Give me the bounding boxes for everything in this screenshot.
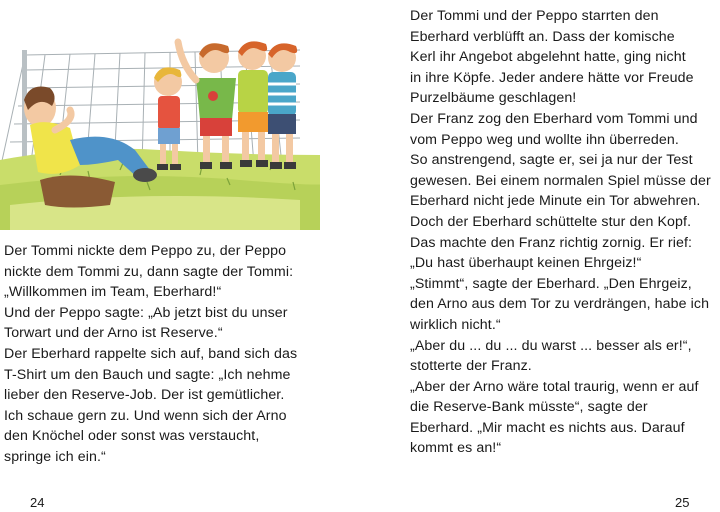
text-line: „Willkommen im Team, Eberhard!“ <box>4 284 222 301</box>
text-line: T-Shirt um den Bauch und sagte: „Ich nehme <box>4 366 291 383</box>
text-line: Eberhard nicht jede Minute ein Tor abwehren. <box>410 193 701 210</box>
text-line: „Du hast überhaupt keinen Ehrgeiz!“ <box>410 255 642 272</box>
text-line: „Aber du ... du ... du warst ... besser als er!“, <box>410 337 692 354</box>
text-line: Der Tommi und der Peppo starrten den <box>410 8 659 24</box>
text-line: Und der Peppo sagte: „Ab jetzt bist du unser <box>4 304 288 321</box>
text-line: Torwart und der Arno ist Reserve.“ <box>4 325 223 342</box>
text-line: gewesen. Bei einem normalen Spiel müsse der <box>410 172 711 189</box>
text-line: vom Peppo weg und wollte ihn überreden. <box>410 131 679 148</box>
text-line: den Arno aus dem Tor zu verdrängen, habe ich <box>410 296 710 313</box>
text-line: den Knöchel oder sonst was verstaucht, <box>4 428 260 445</box>
text-line: Der Eberhard rappelte sich auf, band sich das <box>4 345 298 362</box>
text-line: springe ich ein.“ <box>4 448 106 465</box>
text-line: Kerl ihr Angebot abgelehnt hatte, ging nicht <box>410 49 686 66</box>
text-line: Eberhard. „Mir macht es nichts aus. Darauf <box>410 419 685 436</box>
text-line: Der Franz zog den Eberhard vom Tommi und <box>410 110 698 127</box>
page-number-left: 24 <box>30 495 45 510</box>
text-line: lieber den Reserve-Job. Der ist gemütlicher. <box>4 387 285 404</box>
text-line: Das machte den Franz richtig zornig. Er rief: <box>410 234 693 251</box>
boys-at-soccer-goal-illustration <box>0 0 320 230</box>
text-line: So anstrengend, sagte er, sei ja nur der Test <box>410 152 693 169</box>
text-line: Der Tommi nickte dem Peppo zu, der Peppo <box>4 243 287 259</box>
text-line: in ihre Köpfe. Jeder andere hätte vor Freude <box>410 69 694 86</box>
text-line: wirklich nicht.“ <box>410 316 501 333</box>
text-line: Purzelbäume geschlagen! <box>410 90 577 107</box>
text-line: Doch der Eberhard schüttelte stur den Kopf. <box>410 213 692 230</box>
page-number-right: 25 <box>675 495 690 510</box>
text-line: nickte dem Tommi zu, dann sagte der Tommi: <box>4 263 294 280</box>
text-line: Ich schaue gern zu. Und wenn sich der Arno <box>4 407 287 424</box>
right-page-text <box>410 6 711 459</box>
left-page-text <box>4 241 297 468</box>
text-line: die Reserve-Bank müsste“, sagte der <box>410 399 648 416</box>
text-line: „Stimmt“, sagte der Eberhard. „Den Ehrgeiz, <box>410 275 692 292</box>
text-line: Eberhard verblüfft an. Dass der komische <box>410 28 675 45</box>
text-line: kommt es an!“ <box>410 440 502 457</box>
text-line: stotterte der Franz. <box>410 358 532 375</box>
text-line: „Aber der Arno wäre total traurig, wenn er auf <box>410 378 699 395</box>
